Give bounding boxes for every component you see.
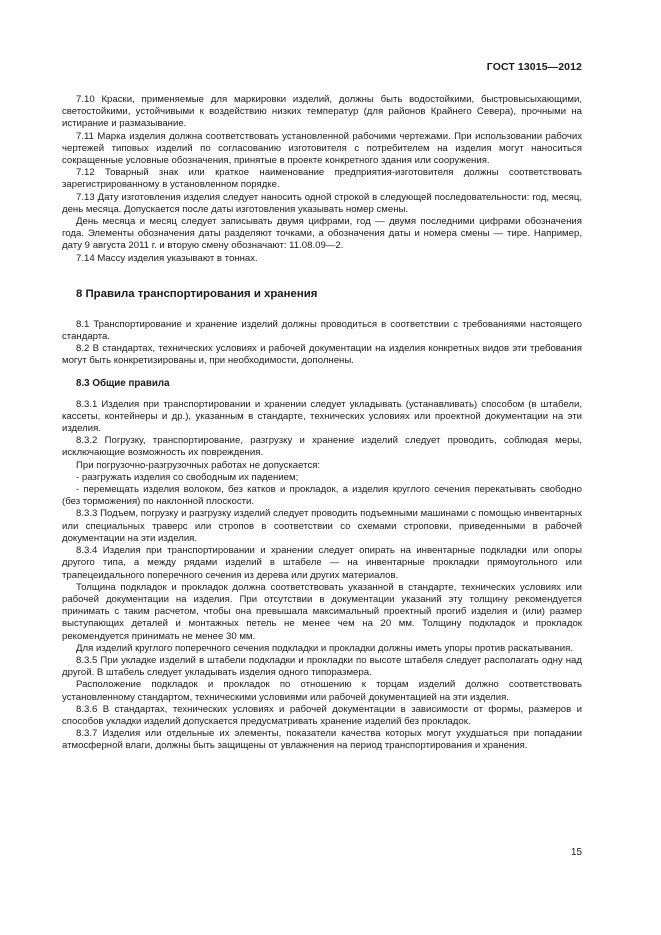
paragraph-8-1: 8.1 Транспортирование и хранение изделий должны проводиться в соответствии с требованиями настоящего стандарта. (62, 318, 582, 343)
paragraph-pad-thickness: Толщина подкладок и прокладок должна соответствовать указанной в стандарте, технических условиях или рабочей документации на изделия. При отсутствии в документации указаний эту толщину рекомендуется принимать с таким расчетом, чтобы она превышала максимальный проектный прогиб изделия и (или) размер выступающих деталей и монтажных петель не менее чем на 20 мм. Толщину подкладок и прокладок рекомендуется принимать не менее 30 мм. (62, 581, 582, 642)
paragraph-7-11: 7.11 Марка изделия должна соответствовать установленной рабочими чертежами. При использовании рабочих чертежей типовых изделий по согласованию изготовителя с потребителем на изделия могут наноситься сокращенные условные обозначения, принятые в проекте конкретного здания или сооружения. (62, 130, 582, 167)
paragraph-8-3-7: 8.3.7 Изделия или отдельные их элементы, показатели качества которых могут ухудшаться при попадании атмосферной влаги, должны быть защищены от увлажнения на период транспортирования и хранения. (62, 728, 582, 752)
paragraph-8-3-2: 8.3.2 Погрузку, транспортирование, разгрузку и хранение изделий следует проводить, соблюдая меры, исключающие возможность их повреждения. (62, 435, 582, 459)
document-header: ГОСТ 13015—2012 (486, 61, 582, 73)
paragraph-7-12: 7.12 Товарный знак или краткое наименование предприятия-изготовителя должны соответствовать зарегистрированному в установленном порядке. (62, 167, 582, 191)
paragraph-7-14: 7.14 Массу изделия указывают в тоннах. (76, 252, 258, 264)
paragraph-round-section: Для изделий круглого поперечного сечения подкладки и прокладки должны иметь упоры против раскатывания. (76, 642, 574, 654)
paragraph-date-format: День месяца и месяц следует записывать двумя цифрами, год — двумя последними цифрами обозначения года. Элементы обозначения даты разделяют точками, а обозначения даты и номера смены — тире. Например, дату 9 августа 2011 г. и вторую смену обозначают: 11.08.09—2. (62, 216, 582, 252)
paragraph-8-3-5: 8.3.5 При укладке изделий в штабели подкладки и прокладки по высоте штабеля следует располагать одну над другой. В штабель следует укладывать изделия одного типоразмера. (62, 654, 582, 679)
paragraph-8-3-3: 8.3.3 Подъем, погрузку и разгрузку изделий следует проводить подъемными машинами с помощью инвентарных или специальных траверс или стропов в соответствии со схемами строповки, приведенными в рабочей документации на эти изделия. (62, 508, 582, 544)
paragraph-8-3-1: 8.3.1 Изделия при транспортировании и хранении следует укладывать (устанавливать) способом (в штабели, кассеты, контейнеры и др.), указанным в стандарте, технических условиях или проектной документации на эти изделия. (62, 398, 582, 435)
paragraph-8-2: 8.2 В стандартах, технических условиях и рабочей документации на изделия конкретных видов эти требования могут быть конкретизированы и, при необходимости, дополнены. (62, 343, 582, 367)
paragraph-7-10: 7.10 Краски, применяемые для маркировки изделий, должны быть водостойкими, быстровысыхающими, светостойкими, устойчивыми к воздействию низких температур (для районов Крайнего Севера), прочными на истирание и размазывание. (62, 94, 582, 130)
section-8-title: 8 Правила транспортирования и хранения (76, 287, 318, 300)
list-item-free-fall: - разгружать изделия со свободным их падением; (76, 471, 299, 483)
list-item-dragging: - перемещать изделия волоком, без катков и прокладок, а изделия круглого сечения перекатывать свободно (без торможения) по наклонной плоскости. (62, 484, 582, 508)
paragraph-7-13: 7.13 Дату изготовления изделия следует наносить одной строкой в следующей последовательности: год, месяц, день месяца. Допускается после даты изготовления указывать номер смены. (62, 191, 582, 215)
document-body (62, 94, 582, 753)
paragraph-8-3-4: 8.3.4 Изделия при транспортировании и хранении следует опирать на инвентарные подкладки или опоры другого типа, а между рядами изделий в штабеле — на инвентарные прокладки прямоугольного или трапецеидального поперечного сечения из дерева или других материалов. (62, 545, 582, 581)
subsection-8-3-title: 8.3 Общие правила (76, 377, 170, 389)
paragraph-8-3-6: 8.3.6 В стандартах, технических условиях и рабочей документации в зависимости от формы, размеров и способов укладки изделий допускается предусматривать хранение изделий без прокладок. (62, 703, 582, 727)
paragraph-pad-placement: Расположение подкладок и прокладок по отношению к торцам изделий должно соответствовать установленному стандартом, техническими условиями или рабочей документацией на эти изделия. (62, 679, 582, 703)
page-number: 15 (571, 847, 582, 858)
paragraph-prohibited-intro: При погрузочно-разгрузочных работах не допускается: (76, 459, 321, 471)
